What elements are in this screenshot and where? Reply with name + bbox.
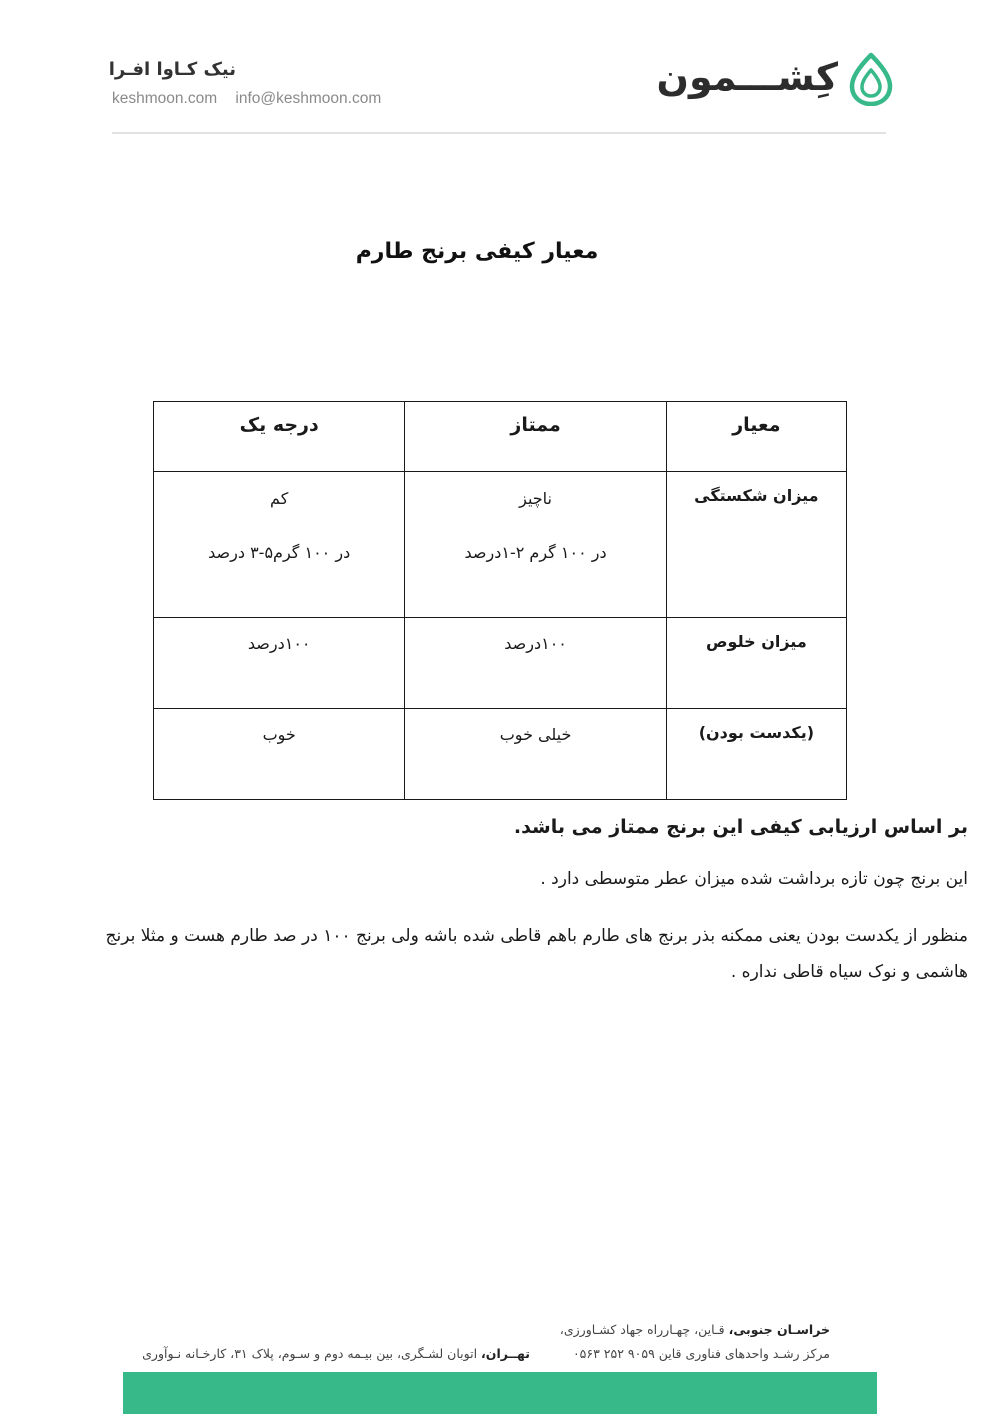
table-row	[154, 618, 847, 709]
footer-brand-bar	[123, 1372, 877, 1414]
footer-address-khorasan	[560, 1318, 830, 1366]
footer-address: اتوبان لشـگری، بین بیـمه دوم و سـوم، پلاک ۳۱، کارخـانه نـوآوری	[142, 1346, 478, 1361]
header-criterion: معیار	[666, 402, 846, 472]
table-header-row	[154, 402, 847, 472]
footer-city: خراسـان جنوبی،	[728, 1322, 830, 1337]
header-grade-one: درجه یک	[154, 402, 405, 472]
cell-detail: در ۱۰۰ گرم۵-۳ درصد	[208, 543, 351, 562]
cell-excellent-purity: ۱۰۰درصد	[405, 618, 666, 709]
footer-address-tehran	[142, 1342, 530, 1366]
row-label-uniformity: (یکدست بودن)	[666, 709, 846, 800]
assessment-summary: بر اساس ارزیابی کیفی این برنج ممتاز می باشد.	[513, 816, 968, 838]
brand-name: کِشـــمون	[656, 55, 838, 99]
row-label-purity: میزان خلوص	[666, 618, 846, 709]
footer-city: تهــران،	[481, 1346, 530, 1361]
uniformity-note: منظور از یکدست بودن یعنی ممکنه بذر برنج های طارم باهم قاطی شده باشه ولی برنج ۱۰۰ در صد طارم هست و مثلا برنج هاشمی و نوک سیاه قاطی نداره .	[105, 926, 968, 982]
footer-phone-line: مرکز رشـد واحدهای فناوری قاین ۹۰۵۹ ۲۵۲ ۰۵۶۳	[572, 1346, 830, 1361]
company-name: نیک کـاوا افـرا	[108, 59, 236, 80]
cell-detail: در ۱۰۰ گرم ۲-۱درصد	[464, 543, 607, 562]
aroma-note: این برنج چون تازه برداشت شده میزان عطر متوسطی دارد .	[540, 869, 968, 889]
cell-value: ناچیز	[519, 489, 552, 508]
email-link[interactable]: info@keshmoon.com	[235, 90, 382, 107]
cell-value: کم	[270, 489, 289, 508]
cell-grade-one-breakage	[154, 472, 405, 618]
cell-grade-one-uniformity: خوب	[154, 709, 405, 800]
footer-address: قـاین، چهـارراه جهاد کشـاورزی،	[559, 1322, 725, 1337]
header-divider	[112, 132, 886, 134]
leaf-drop-icon	[848, 52, 894, 106]
table-row	[154, 709, 847, 800]
quality-table	[153, 401, 847, 800]
contact-info	[112, 88, 381, 110]
page-title: معیار کیفی برنج طارم	[355, 239, 599, 264]
cell-grade-one-purity: ۱۰۰درصد	[154, 618, 405, 709]
table-row	[154, 472, 847, 618]
row-label-breakage: میزان شکستگی	[666, 472, 846, 618]
website-link[interactable]: keshmoon.com	[112, 90, 218, 107]
header-excellent: ممتاز	[405, 402, 666, 472]
brand-logo	[656, 48, 894, 108]
cell-excellent-uniformity: خیلی خوب	[405, 709, 666, 800]
cell-excellent-breakage	[405, 472, 666, 618]
